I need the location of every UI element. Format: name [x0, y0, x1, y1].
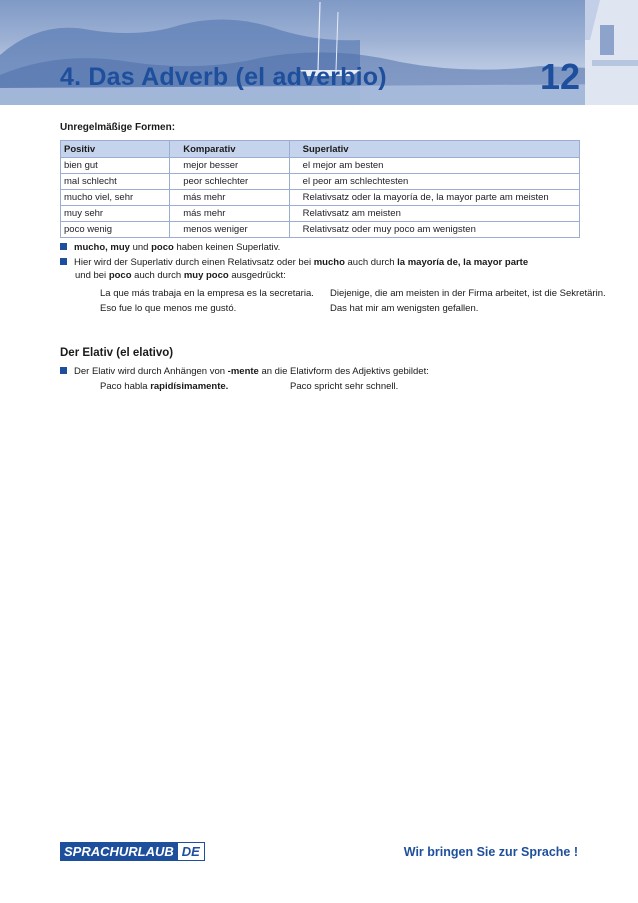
bold-term: muy poco	[183, 270, 229, 281]
table-cell: el peor am schlechtesten	[289, 174, 579, 190]
bold-term: -mente	[227, 366, 259, 377]
irregular-forms-table	[60, 140, 580, 238]
table-cell: más mehr	[170, 190, 289, 206]
square-bullet-icon	[60, 258, 67, 265]
note-elativ	[60, 365, 429, 378]
column-header-positiv: Positiv	[61, 141, 170, 158]
example-german: Paco spricht sehr schnell.	[290, 381, 399, 392]
note-text: ausgedrückt:	[231, 270, 286, 281]
example-german: Das hat mir am wenigsten gefallen.	[330, 303, 479, 314]
table-header-row	[61, 141, 580, 158]
bold-term: la mayoría de, la mayor parte	[397, 257, 529, 268]
example-spanish	[100, 380, 228, 393]
table-cell: el mejor am besten	[289, 158, 579, 174]
example-text: Paco habla	[100, 381, 148, 392]
table-cell: peor schlechter	[170, 174, 289, 190]
note-text: Hier wird der Superlativ durch einen Relativsatz oder bei	[74, 257, 312, 268]
example-german: Diejenige, die am meisten in der Firma arbeitet, ist die Sekretärin.	[330, 288, 606, 299]
logo-tld-text: DE	[178, 842, 205, 861]
square-bullet-icon	[60, 367, 67, 374]
table-cell: poco wenig	[61, 222, 170, 238]
table-cell: Relativsatz oder la mayoría de, la mayor parte am meisten	[289, 190, 579, 206]
table-cell: Relativsatz oder muy poco am wenigsten	[289, 222, 579, 238]
square-bullet-icon	[60, 243, 67, 250]
sprachurlaub-logo	[60, 842, 205, 861]
logo-main-text: SPRACHURLAUB	[60, 842, 178, 861]
table-cell: más mehr	[170, 206, 289, 222]
bold-term: mucho, muy	[74, 242, 130, 253]
table-cell: menos weniger	[170, 222, 289, 238]
note-text: auch durch	[347, 257, 395, 268]
column-header-superlativ: Superlativ	[289, 141, 579, 158]
chapter-number: 12	[539, 56, 580, 97]
example-spanish: La que más trabaja en la empresa es la secretaria.	[100, 288, 314, 299]
table-cell: Relativsatz am meisten	[289, 206, 579, 222]
example-spanish: Eso fue lo que menos me gustó.	[100, 303, 237, 314]
note-text: an die Elativform des Adjektivs gebildet:	[261, 366, 429, 377]
note-no-superlative	[60, 241, 280, 254]
table-row	[61, 174, 580, 190]
table-row	[61, 158, 580, 174]
footer-slogan: Wir bringen Sie zur Sprache !	[403, 845, 578, 859]
table-row	[61, 190, 580, 206]
elativ-heading: Der Elativ (el elativo)	[60, 347, 174, 359]
note-superlative-relative	[60, 256, 528, 282]
page-title: 4. Das Adverb (el adverbio)	[60, 63, 387, 91]
note-text: auch durch	[134, 270, 182, 281]
table-row	[61, 222, 580, 238]
note-text: und bei	[75, 270, 107, 281]
note-text: und	[132, 242, 149, 253]
table-cell: muy sehr	[61, 206, 170, 222]
table-cell: mucho viel, sehr	[61, 190, 170, 206]
table-row	[61, 206, 580, 222]
bold-term: poco	[108, 270, 132, 281]
column-header-komparativ: Komparativ	[170, 141, 289, 158]
note-text: haben keinen Superlativ.	[176, 242, 281, 253]
table-cell: mal schlecht	[61, 174, 170, 190]
bold-term: mucho	[313, 257, 345, 268]
table-cell: mejor besser	[170, 158, 289, 174]
bold-term: poco	[151, 242, 174, 253]
bold-term: rapidísimamente.	[150, 381, 229, 392]
note-continuation	[60, 269, 528, 282]
note-text: Der Elativ wird durch Anhängen von	[74, 366, 226, 377]
table-cell: bien gut	[61, 158, 170, 174]
irregular-forms-label: Unregelmäßige Formen:	[60, 122, 176, 133]
